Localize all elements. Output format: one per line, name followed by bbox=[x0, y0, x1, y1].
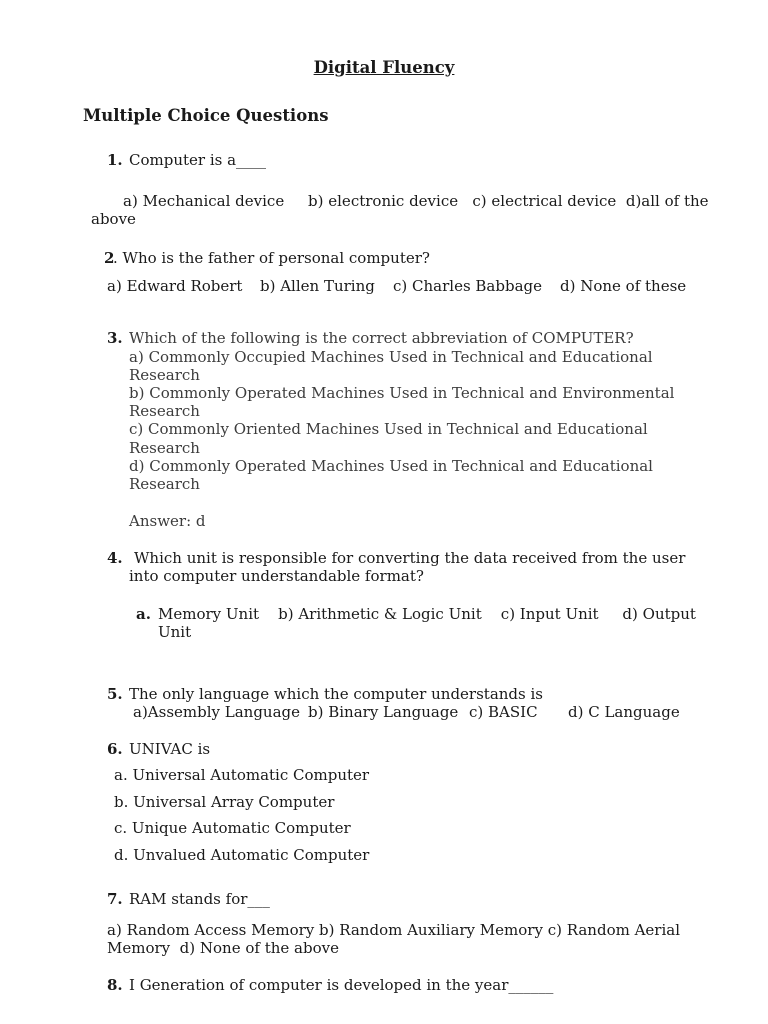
question-number: 1. bbox=[107, 151, 123, 169]
option-c: c) Charles Babbage bbox=[393, 277, 543, 295]
option-b: b. Universal Array Computer bbox=[114, 793, 335, 811]
question-options-continued: above bbox=[91, 210, 136, 228]
option-d: d. Unvalued Automatic Computer bbox=[114, 846, 370, 864]
option-a: a)Assembly Language bbox=[133, 703, 301, 721]
option-line: c) Commonly Oriented Machines Used in Technical and Educational bbox=[129, 420, 648, 438]
option-line: Research bbox=[129, 402, 200, 420]
option-line: d) Commonly Operated Machines Used in Technical and Educational bbox=[129, 457, 653, 475]
question-text: Which unit is responsible for converting the data received from the user bbox=[134, 549, 686, 567]
question-text: Which of the following is the correct abbreviation of COMPUTER? bbox=[129, 329, 634, 347]
option-a: a) Edward Robert bbox=[107, 277, 243, 295]
question-number: 2 bbox=[104, 249, 115, 267]
question-options-continued: Memory d) None of the above bbox=[107, 939, 339, 957]
question-text: . Who is the father of personal computer? bbox=[113, 249, 430, 267]
option-b: b) Allen Turing bbox=[260, 277, 375, 295]
question-options-continued: Unit bbox=[158, 623, 192, 641]
option-line: a) Commonly Occupied Machines Used in Technical and Educational bbox=[129, 348, 653, 366]
option-line: Research bbox=[129, 439, 200, 457]
question-text: RAM stands for___ bbox=[129, 890, 270, 908]
question-number: 7. bbox=[107, 890, 123, 908]
question-options: a) Mechanical device b) electronic device c) electrical device d)all of the bbox=[123, 192, 709, 210]
question-text-continued: into computer understandable format? bbox=[129, 567, 424, 585]
question-text: I Generation of computer is developed in the year______ bbox=[129, 976, 554, 994]
question-options: a) Random Access Memory b) Random Auxiliary Memory c) Random Aerial bbox=[107, 921, 681, 939]
question-text: Computer is a____ bbox=[129, 151, 267, 169]
option-marker: a. bbox=[136, 605, 151, 623]
document-title: Digital Fluency bbox=[313, 58, 455, 77]
section-heading: Multiple Choice Questions bbox=[83, 106, 329, 125]
option-line: Research bbox=[129, 366, 200, 384]
question-number: 4. bbox=[107, 549, 123, 567]
option-a: a. Universal Automatic Computer bbox=[114, 766, 370, 784]
question-number: 8. bbox=[107, 976, 123, 994]
option-line: b) Commonly Operated Machines Used in Technical and Environmental bbox=[129, 384, 675, 402]
option-b: b) Binary Language bbox=[308, 703, 459, 721]
option-d: d) None of these bbox=[560, 277, 687, 295]
question-number: 6. bbox=[107, 740, 123, 758]
option-c: c) BASIC bbox=[469, 703, 538, 721]
question-text: UNIVAC is bbox=[129, 740, 211, 758]
question-options: Memory Unit b) Arithmetic & Logic Unit c) Input Unit d) Output bbox=[158, 605, 696, 623]
option-c: c. Unique Automatic Computer bbox=[114, 819, 351, 837]
question-number: 3. bbox=[107, 329, 123, 347]
question-number: 5. bbox=[107, 685, 123, 703]
option-line: Research bbox=[129, 475, 200, 493]
option-d: d) C Language bbox=[568, 703, 680, 721]
answer-text: Answer: d bbox=[129, 512, 206, 530]
question-text: The only language which the computer understands is bbox=[129, 685, 543, 703]
